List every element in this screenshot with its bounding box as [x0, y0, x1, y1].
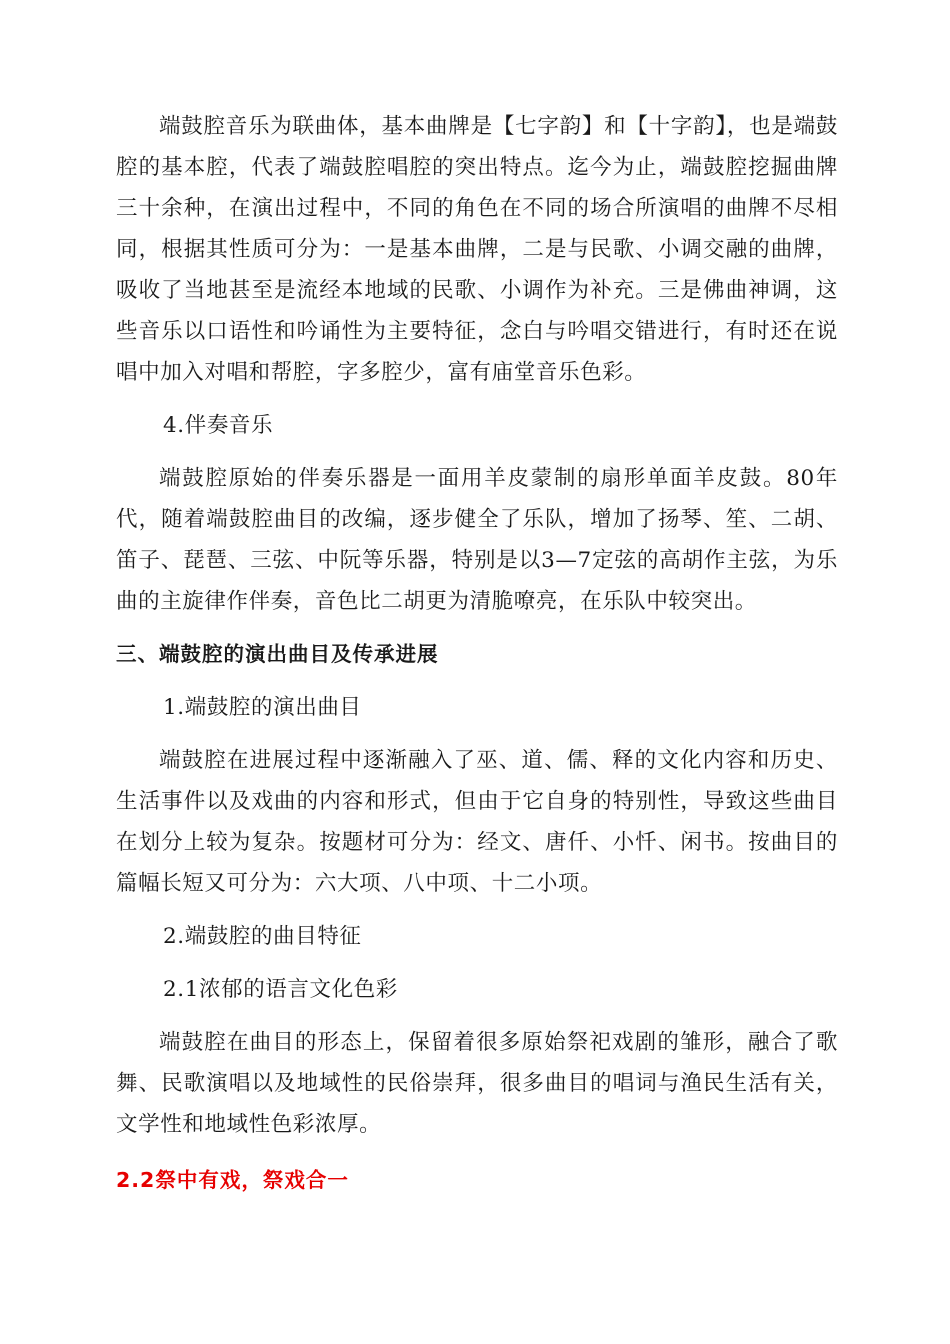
subheading-accompaniment: 4.伴奏音乐 [163, 413, 274, 438]
paragraph-music-structure: 端鼓腔音乐为联曲体，基本曲牌是【七字韵】和【十字韵】，也是端鼓腔的基本腔，代表了端鼓腔唱腔的突出特点。迄今为止，端鼓腔挖掘曲牌三十余种，在演出过程中，不同的角色在不同的场合所演唱的曲牌不尽相同，根据其性质可分为：一是基本曲牌，二是与民歌、小调交融的曲牌，吸收了当地甚至是流经本地域的民歌、小调作为补充。三是佛曲神调，这些音乐以口语性和吟诵性为主要特征，念白与吟唱交错进行，有时还在说唱中加入对唱和帮腔，字多腔少，富有庙堂音乐色彩。 [116, 114, 838, 385]
paragraph-repertoire: 端鼓腔在进展过程中逐渐融入了巫、道、儒、释的文化内容和历史、生活事件以及戏曲的内容和形式，但由于它自身的特别性，导致这些曲目在划分上较为复杂。按题材可分为：经文、唐仟、小忏、闲书。按曲目的篇幅长短又可分为：六大项、八中项、十二小项。 [116, 748, 838, 896]
red-subheading-ritual-drama: 2.2祭中有戏，祭戏合一 [116, 1168, 349, 1192]
subheading-features: 2.端鼓腔的曲目特征 [163, 924, 362, 949]
paragraph-accompaniment: 端鼓腔原始的伴奏乐器是一面用羊皮蒙制的扇形单面羊皮鼓。80年代，随着端鼓腔曲目的改编，逐步健全了乐队，增加了扬琴、笙、二胡、笛子、琵琶、三弦、中阮等乐器，特别是以3—7定弦的高胡作主弦，为乐曲的主旋律作伴奏，音色比二胡更为清脆嘹亮，在乐队中较突出。 [116, 466, 838, 614]
subheading-language-culture: 2.1浓郁的语言文化色彩 [163, 977, 398, 1002]
subheading-repertoire: 1.端鼓腔的演出曲目 [163, 695, 362, 720]
paragraph-language-culture: 端鼓腔在曲目的形态上，保留着很多原始祭祀戏剧的雏形，融合了歌舞、民歌演唱以及地域性的民俗崇拜，很多曲目的唱词与渔民生活有关，文学性和地域性色彩浓厚。 [116, 1030, 838, 1137]
document-body [116, 106, 838, 1201]
section-heading-repertoire: 三、端鼓腔的演出曲目及传承进展 [116, 642, 439, 666]
